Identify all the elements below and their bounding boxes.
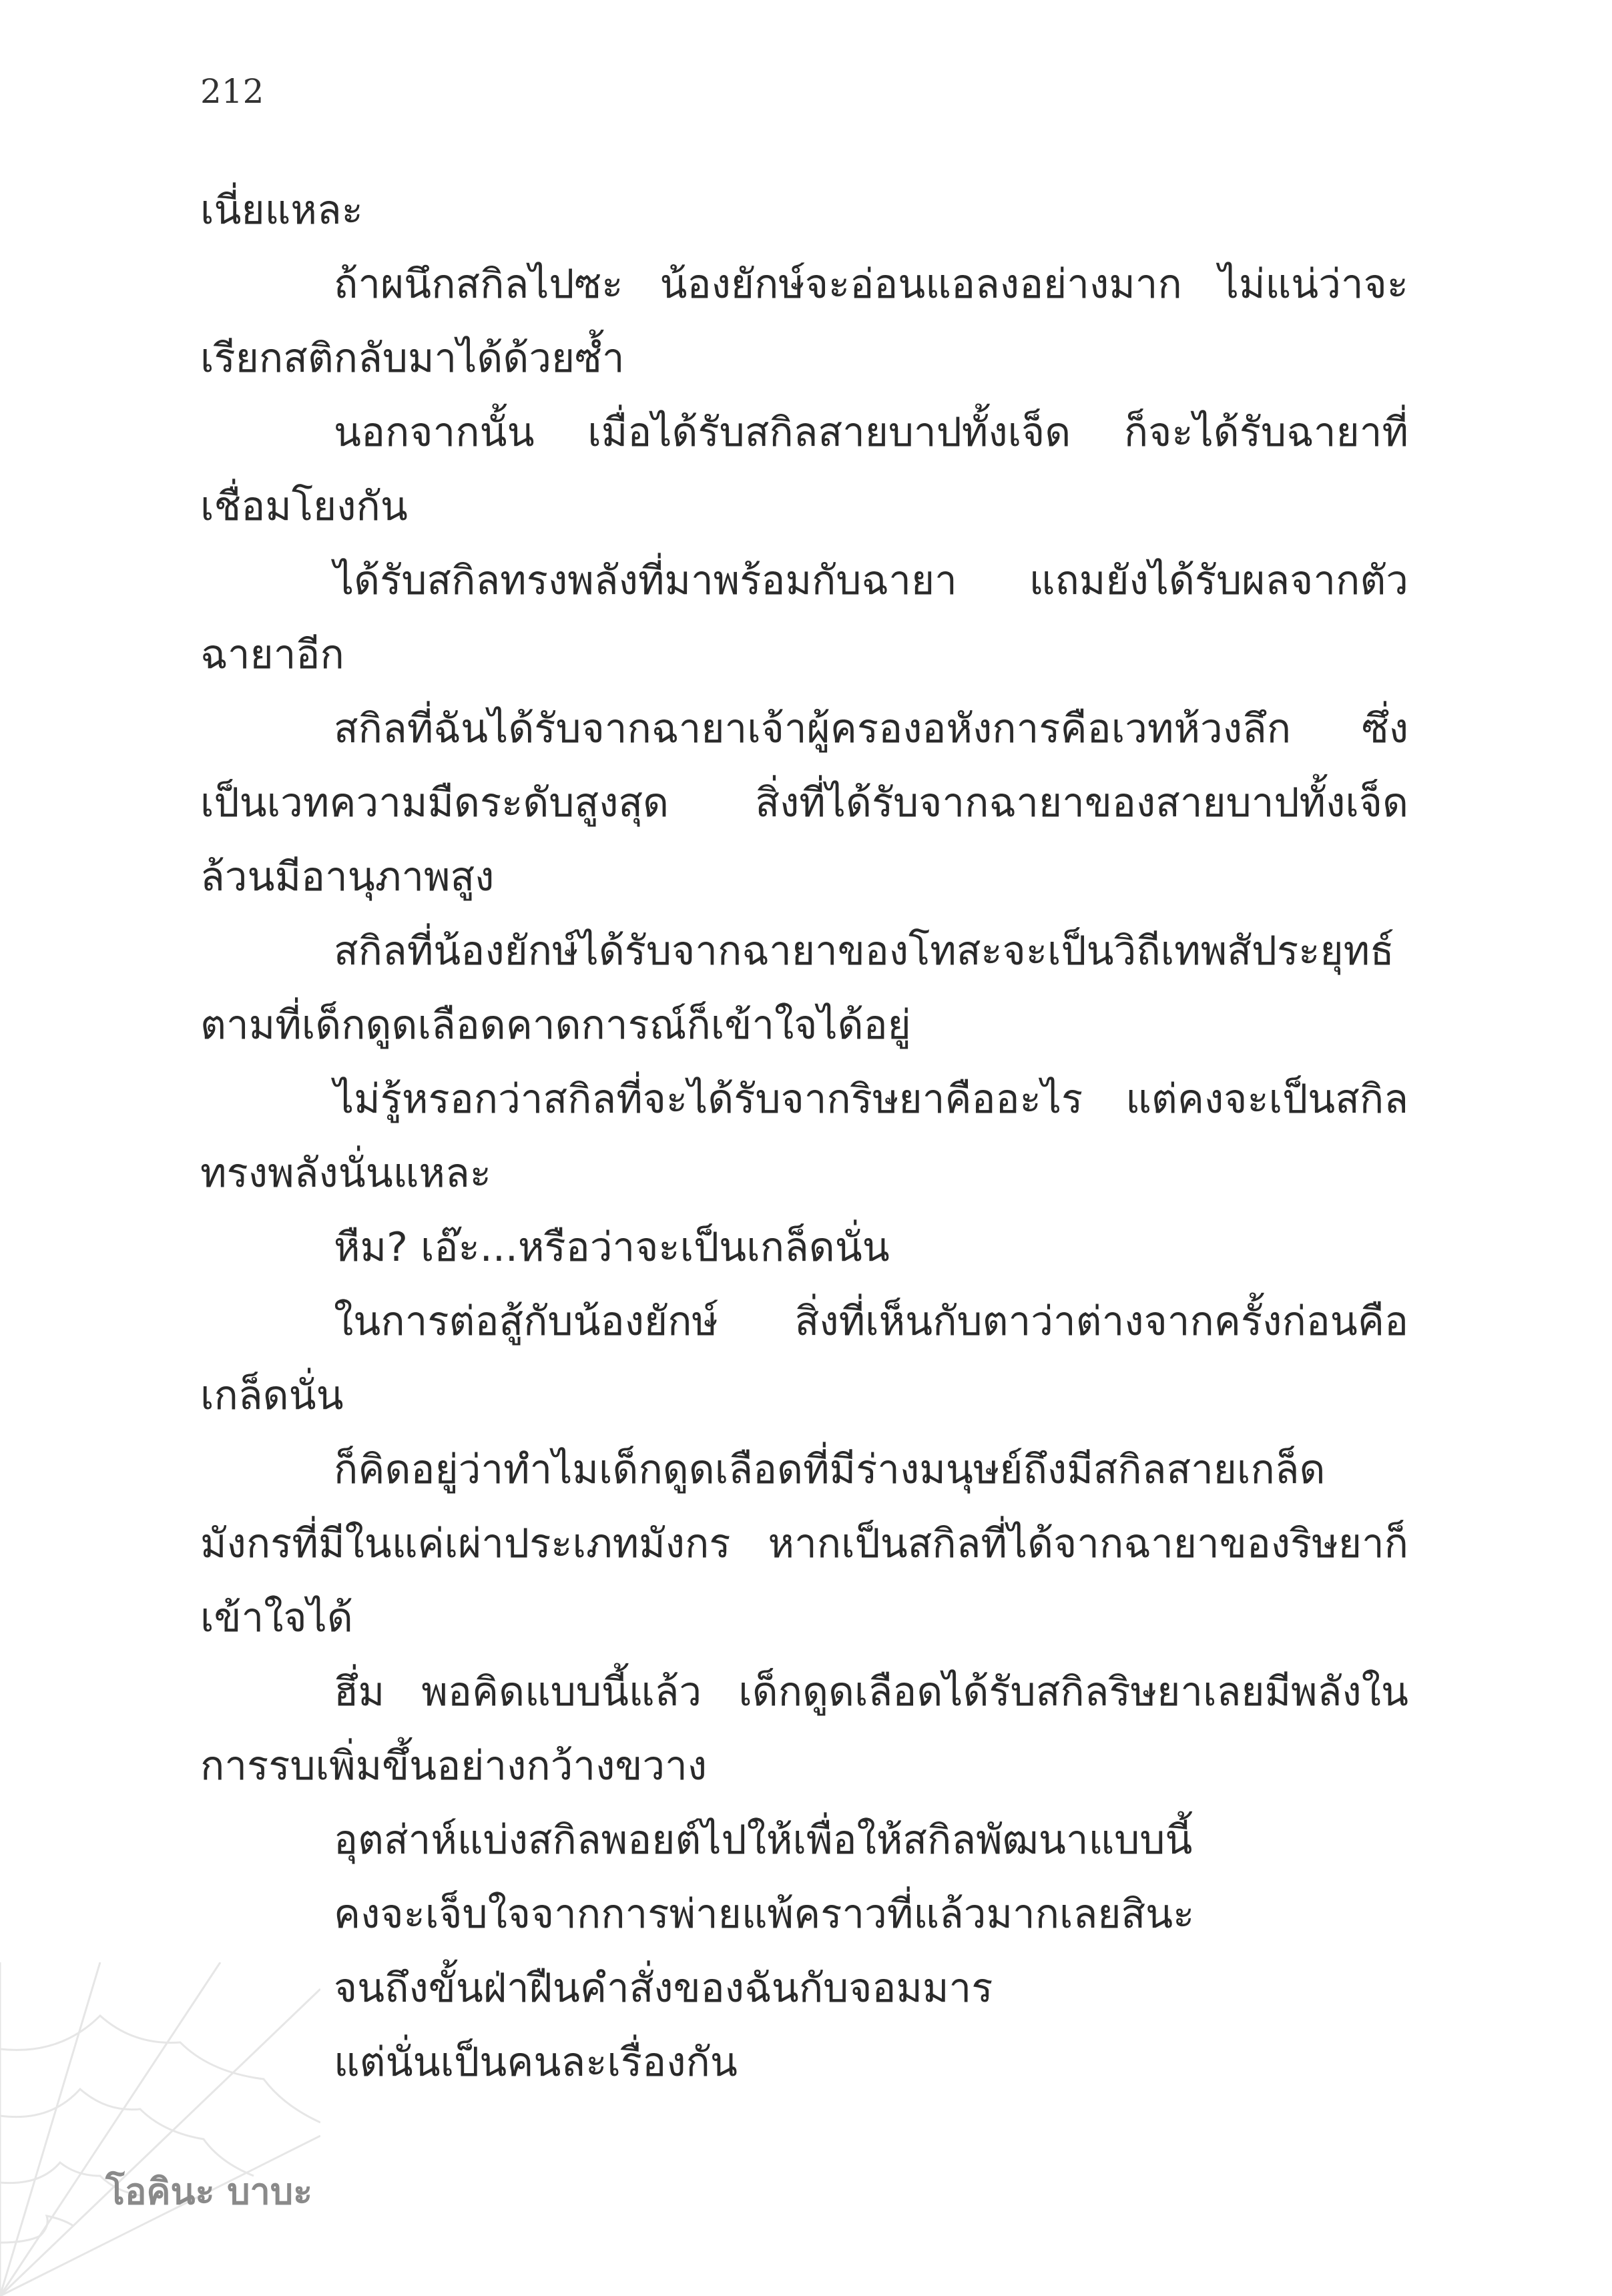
paragraph: แต่นั่นเป็นคนละเรื่องกัน <box>334 2039 738 2086</box>
paragraph: สกิลที่น้องยักษ์ได้รับจากฉายาของโทสะจะเป็นวิถีเทพสัประยุทธ์ตามที่เด็กดูดเลือดคาดการณ์ก็เข้าใจได้อยู่ <box>200 928 1394 1049</box>
paragraph: คงจะเจ็บใจจากการพ่ายแพ้คราวที่แล้วมากเลยสินะ <box>334 1891 1195 1938</box>
body-text <box>200 174 1408 2100</box>
paragraph: ได้รับสกิลทรงพลังที่มาพร้อมกับฉายา แถมยังได้รับผลจากตัวฉายาอีก <box>200 557 1408 678</box>
paragraph: อุตส่าห์แบ่งสกิลพอยต์ไปให้เพื่อให้สกิลพัฒนาแบบนี้ <box>334 1817 1193 1863</box>
paragraph: สกิลที่ฉันได้รับจากฉายาเจ้าผู้ครองอหังการคือเวทห้วงลึก ซึ่งเป็นเวทความมืดระดับสูงสุด สิ่งที่ได้รับจากฉายาของสายบาปทั้งเจ็ดล้วนมีอานุภาพสูง <box>200 705 1408 900</box>
paragraph: ไม่รู้หรอกว่าสกิลที่จะได้รับจากริษยาคืออะไร แต่คงจะเป็นสกิลทรงพลังนั่นแหละ <box>200 1076 1408 1197</box>
paragraph: ในการต่อสู้กับน้องยักษ์ สิ่งที่เห็นกับตาว่าต่างจากครั้งก่อนคือเกล็ดนั่น <box>200 1298 1408 1419</box>
paragraph: นอกจากนั้น เมื่อได้รับสกิลสายบาปทั้งเจ็ด ก็จะได้รับฉายาที่เชื่อมโยงกัน <box>200 409 1408 530</box>
paragraph: ก็คิดอยู่ว่าทำไมเด็กดูดเลือดที่มีร่างมนุษย์ถึงมีสกิลสายเกล็ดมังกรที่มีในแค่เผ่าประเภทมังกร หากเป็นสกิลที่ได้จากฉายาของริษยาก็เข้าใจได้ <box>200 1446 1408 1641</box>
page-number: 212 <box>200 72 264 111</box>
paragraph: จนถึงขั้นฝ่าฝืนคำสั่งของฉันกับจอมมาร <box>334 1965 993 2012</box>
author-name: โอคินะ บาบะ <box>105 2171 313 2213</box>
paragraph: ถ้าผนึกสกิลไปซะ น้องยักษ์จะอ่อนแอลงอย่างมาก ไม่แน่ว่าจะเรียกสติกลับมาได้ด้วยซ้ำ <box>200 261 1408 382</box>
paragraph: หืม? เอ๊ะ...หรือว่าจะเป็นเกล็ดนั่น <box>334 1224 890 1271</box>
spider-web-decoration <box>0 1962 320 2296</box>
paragraph: ฮึ่ม พอคิดแบบนี้แล้ว เด็กดูดเลือดได้รับสกิลริษยาเลยมีพลังในการรบเพิ่มขึ้นอย่างกว้างขวาง <box>200 1669 1408 1789</box>
paragraph: เนี่ยแหละ <box>200 187 363 234</box>
